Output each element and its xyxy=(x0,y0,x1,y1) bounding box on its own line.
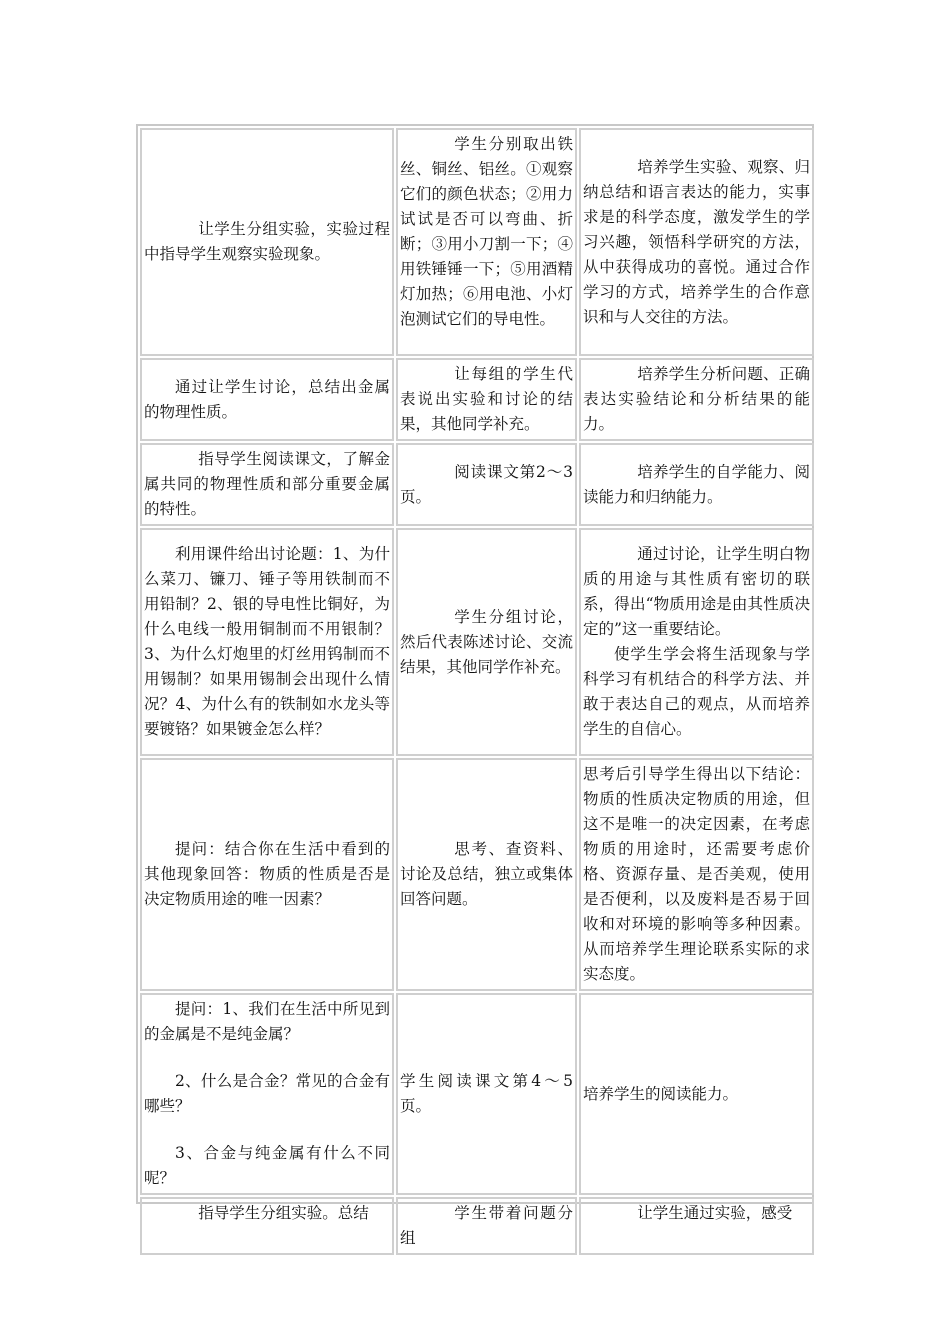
teacher-activity-cell xyxy=(140,358,394,441)
teacher-activity-text: 指导学生分组实验。总结 xyxy=(198,1204,369,1222)
design-intent-text: 培养学生实验、观察、归纳总结和语言表达的能力，实事求是的科学态度，激发学生的学习兴趣，领悟科学研究的方法，从中获得成功的喜悦。通过合作学习的方式，培养学生的合作意识和与人交往的方法。 xyxy=(583,157,810,326)
teacher-activity-text: 利用课件给出讨论题：1、为什么菜刀、镰刀、锤子等用铁制而不用铅制？2、银的导电性比铜好，为什么电线一般用铜制而不用银制？3、为什么灯炮里的灯丝用钨制而不用锡制？如果用锡制会出现什么情况？4、为什么有的铁制如水龙头等要镀铬？如果镀金怎么样？ xyxy=(144,545,390,738)
teacher-activity-cell xyxy=(140,758,394,991)
teacher-activity-cell xyxy=(140,528,394,756)
table-row xyxy=(140,443,814,526)
table-row xyxy=(140,993,814,1195)
design-intent-text: 培养学生的自学能力、阅读能力和归纳能力。 xyxy=(583,462,810,506)
teacher-activity-cell xyxy=(140,1197,394,1255)
design-intent-cell xyxy=(579,1197,814,1255)
student-activity-text: 学生阅读课文第4～5页。 xyxy=(400,1072,573,1115)
teacher-activity-text: 通过让学生讨论，总结出金属的物理性质。 xyxy=(144,377,390,421)
student-activity-cell xyxy=(396,758,577,991)
teacher-activity-text: 让学生分组实验，实验过程中指导学生观察实验现象。 xyxy=(144,220,390,263)
teacher-activity-text: 提问：1、我们在生活中所见到的金属是不是纯金属？ xyxy=(144,1000,390,1043)
table-row xyxy=(140,528,814,756)
student-activity-cell xyxy=(396,1197,577,1255)
student-activity-cell xyxy=(396,128,577,356)
student-activity-text: 让每组的学生代表说出实验和讨论的结果，其他同学补充。 xyxy=(400,365,573,433)
lesson-plan-table-frame xyxy=(136,124,814,1247)
table-row xyxy=(140,758,814,991)
design-intent-text: 使学生学会将生活现象与学科学习有机结合的科学方法、并敢于表达自己的观点，从而培养学生的自信心。 xyxy=(583,645,810,738)
design-intent-cell xyxy=(579,358,814,441)
student-activity-cell xyxy=(396,528,577,756)
design-intent-cell xyxy=(579,993,814,1195)
table-row xyxy=(140,128,814,356)
table-row xyxy=(140,358,814,441)
teacher-activity-cell xyxy=(140,443,394,526)
student-activity-text: 阅读课文第2～3页。 xyxy=(400,462,573,506)
teacher-activity-cell xyxy=(140,128,394,356)
student-activity-text: 思考、查资料、讨论及总结，独立或集体回答问题。 xyxy=(400,840,573,908)
student-activity-text: 学生带着问题分组 xyxy=(400,1204,573,1247)
teacher-activity-cell xyxy=(140,993,394,1195)
teacher-activity-text: 提问：结合你在生活中看到的其他现象回答：物质的性质是否是决定物质用途的唯一因素？ xyxy=(144,840,390,908)
table-row xyxy=(140,1197,814,1255)
design-intent-cell xyxy=(579,443,814,526)
design-intent-text: 培养学生的阅读能力。 xyxy=(583,1084,739,1103)
student-activity-cell xyxy=(396,993,577,1195)
design-intent-text: 让学生通过实验，感受 xyxy=(637,1204,793,1222)
design-intent-cell xyxy=(579,758,814,991)
student-activity-text: 学生分别取出铁丝、铜丝、铝丝。①观察它们的颜色状态；②用力试试是否可以弯曲、折断；③用小刀割一下；④用铁锤锤一下；⑤用酒精灯加热；⑥用电池、小灯泡测试它们的导电性。 xyxy=(400,135,573,328)
design-intent-cell xyxy=(579,528,814,756)
teacher-activity-text: 2、什么是合金？常见的合金有哪些？ xyxy=(144,1072,390,1115)
teacher-activity-text: 3、合金与纯金属有什么不同呢？ xyxy=(144,1144,390,1187)
student-activity-cell xyxy=(396,358,577,441)
teacher-activity-text: 指导学生阅读课文，了解金属共同的物理性质和部分重要金属的特性。 xyxy=(144,450,390,518)
lesson-plan-table xyxy=(138,126,816,1257)
student-activity-text: 学生分组讨论，然后代表陈述讨论、交流结果，其他同学作补充。 xyxy=(400,607,573,676)
design-intent-text: 通过讨论，让学生明白物质的用途与其性质有密切的联系，得出“物质用途是由其性质决定的”这一重要结论。 xyxy=(583,545,810,638)
student-activity-cell xyxy=(396,443,577,526)
design-intent-text: 培养学生分析问题、正确表达实验结论和分析结果的能力。 xyxy=(583,365,810,433)
design-intent-text: 思考后引导学生得出以下结论：物质的性质决定物质的用途，但这不是唯一的决定因素，在考虑物质的用途时，还需要考虑价格、资源存量、是否美观，使用是否便利，以及废料是否易于回收和对环境的影响等多种因素。从而培养学生理论联系实际的求实态度。 xyxy=(583,765,810,983)
design-intent-cell xyxy=(579,128,814,356)
